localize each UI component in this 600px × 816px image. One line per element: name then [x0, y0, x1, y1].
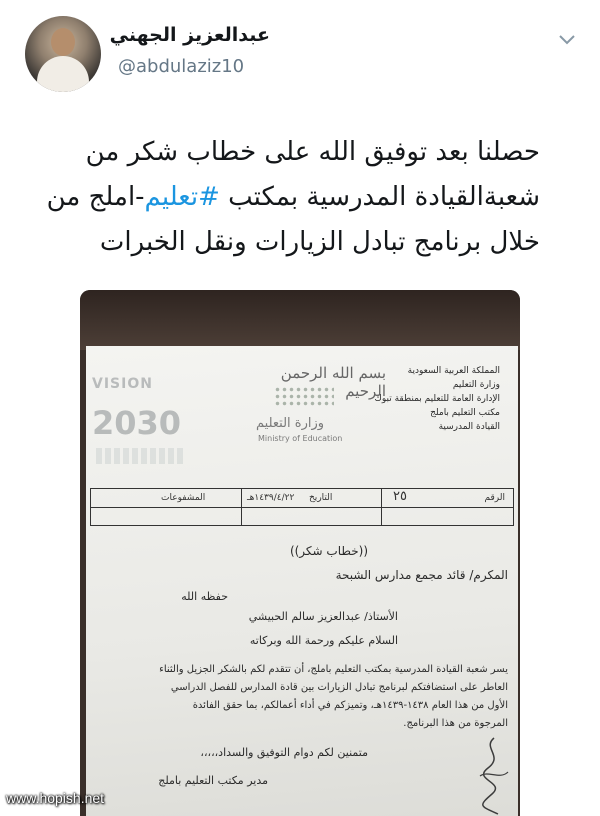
ministry-logo	[246, 364, 386, 464]
ministry-calligraphy: بسم الله الرحمن الرحيم	[280, 364, 386, 400]
ministry-dots-emblem	[274, 386, 334, 408]
hashtag-link[interactable]: #تعليم	[144, 182, 220, 212]
tweet-text-part-2: -املج من خلال برنامج تبادل الزيارات ونقل الخبرات	[46, 182, 540, 257]
tweet-text	[40, 130, 540, 265]
letterhead-line: وزارة التعليم	[452, 380, 500, 390]
letter-signature: مدير مكتب التعليم باملج	[158, 774, 268, 787]
letter-body-line: يسر شعبة القيادة المدرسية بمكتب التعليم باملج، أن تتقدم لكم بالشكر الجزيل والثناء	[159, 664, 508, 675]
date-value: ١٤٣٩/٤/٢٢هـ	[247, 493, 295, 503]
ministry-name-ar: وزارة التعليم	[256, 416, 325, 431]
display-name[interactable]: عبدالعزيز الجهني	[109, 24, 270, 46]
letter-closing: متمنين لكم دوام التوفيق والسداد،،،،،	[200, 746, 368, 759]
vision-word: VISION	[92, 376, 153, 392]
tweet-header	[0, 0, 600, 100]
date-label: التاريخ	[309, 493, 333, 503]
chevron-down-icon[interactable]	[557, 32, 577, 46]
vision-subtitle-bar	[96, 448, 184, 464]
site-watermark: www.hopish.net	[6, 790, 105, 806]
letter-teacher: الأستاذ/ عبدالعزيز سالم الحبيشي	[248, 610, 398, 623]
table-cell-divider	[241, 489, 242, 525]
table-cell-divider	[381, 489, 382, 525]
signature-scrawl	[474, 736, 514, 816]
letterhead-line: القيادة المدرسية	[438, 422, 500, 432]
avatar-body	[37, 56, 89, 92]
letter-recipient: المكرم/ قائد مجمع مدارس الشبحة	[335, 568, 508, 582]
letter-honorific: حفظه الله	[181, 590, 228, 603]
letter-paper	[86, 346, 518, 816]
letterhead-line: الإدارة العامة للتعليم بمنطقة تبوك	[374, 394, 500, 404]
attachments-label: المشفوعات	[161, 493, 206, 503]
letter-title: ((خطاب شكر))	[289, 544, 368, 558]
tweet-text-part-1: حصلنا بعد توفيق الله على خطاب شكر من شعبةالقيادة المدرسية بمكتب	[85, 137, 540, 212]
reference-table	[90, 488, 514, 526]
ref-value: ٢٥	[393, 489, 407, 504]
ref-label: الرقم	[484, 493, 505, 503]
vision-2030-logo	[92, 376, 202, 476]
letter-greeting: السلام عليكم ورحمة الله وبركاته	[249, 634, 398, 647]
letter-body-line: المرجوة من هذا البرنامج.	[403, 718, 508, 729]
avatar-head	[51, 28, 75, 56]
tweet-photo[interactable]	[80, 290, 520, 816]
table-row-divider	[91, 507, 513, 508]
letterhead-line: المملكة العربية السعودية	[407, 366, 500, 376]
letterhead-line: مكتب التعليم باملج	[430, 408, 500, 418]
avatar[interactable]	[25, 16, 101, 92]
photo-desk-background	[80, 290, 520, 350]
ministry-name-en: Ministry of Education	[258, 434, 343, 443]
letter-body-line: العاطر على استضافتكم لبرنامج تبادل الزيارات بين قادة المدارس للفصل الدراسي	[170, 682, 508, 693]
letter-body-line: الأول من هذا العام ١٤٣٨-١٤٣٩هـ، وتميزكم في أداء أعمالكم، بما حقق الفائدة	[192, 700, 508, 711]
user-handle[interactable]: @abdulaziz10	[118, 56, 245, 77]
vision-year: 2030	[92, 404, 182, 442]
